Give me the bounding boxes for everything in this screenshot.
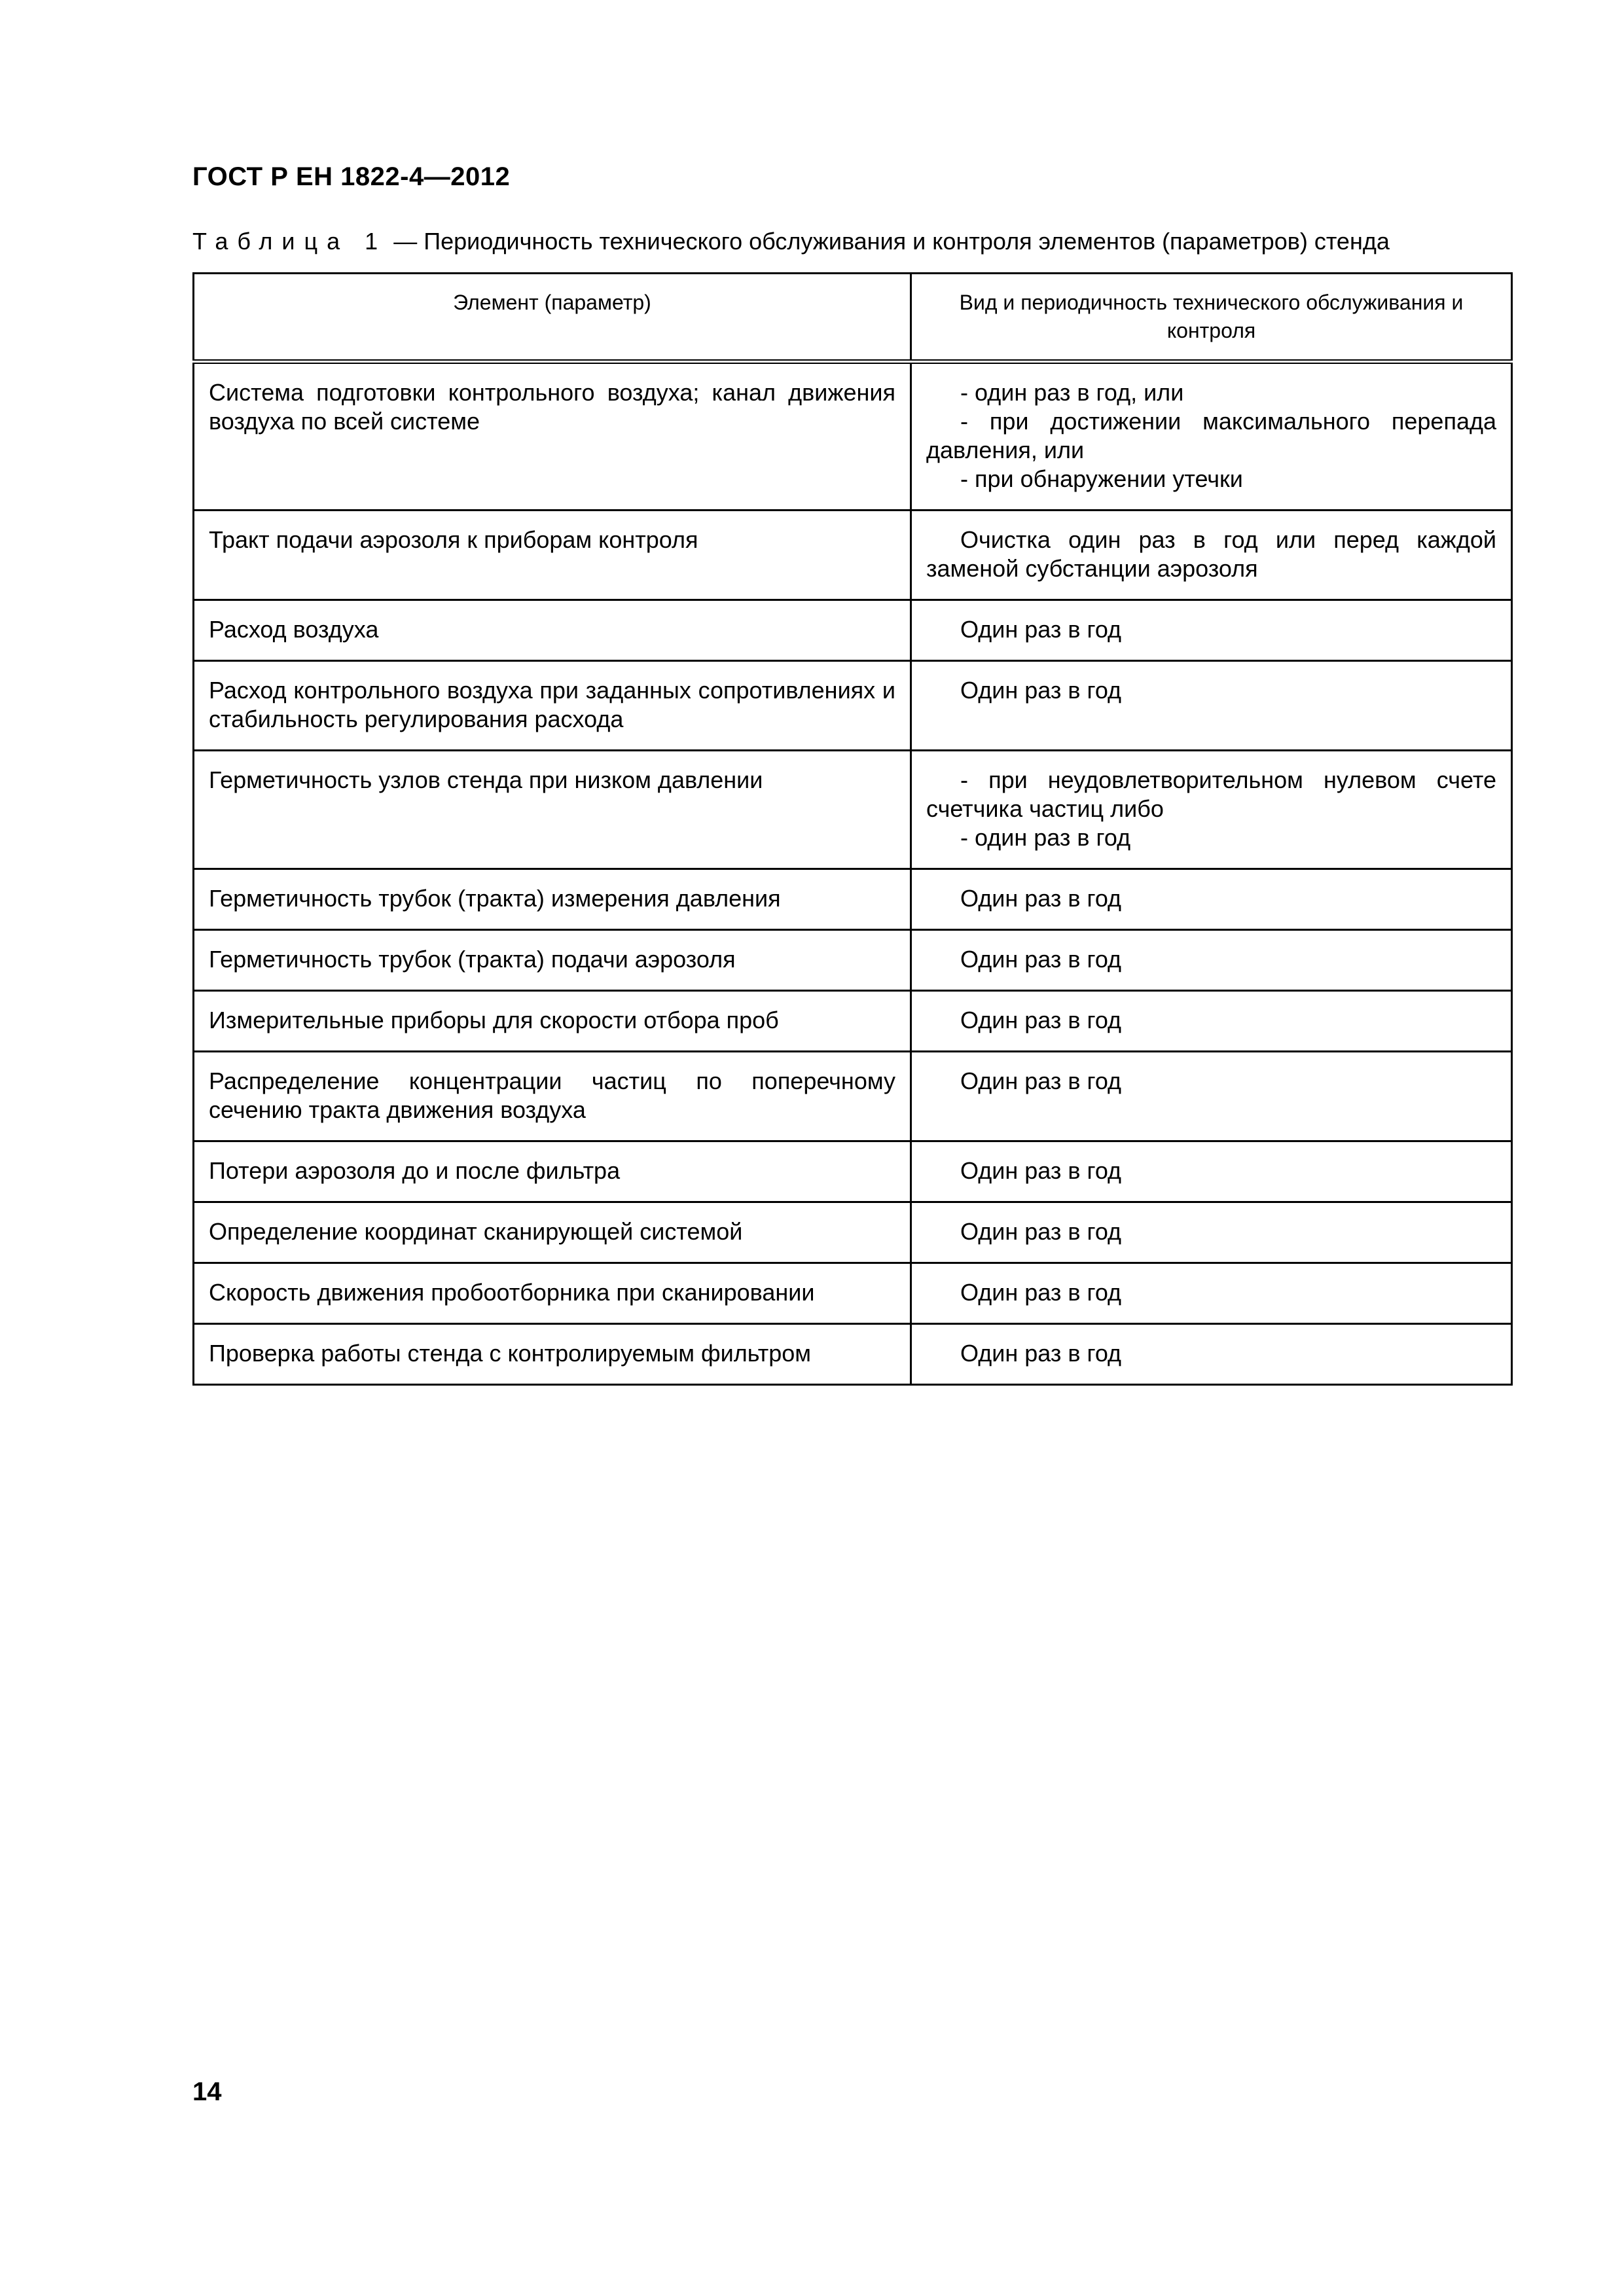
periodicity-cell — [911, 930, 1512, 991]
maintenance-table — [192, 272, 1513, 1386]
element-cell: Расход контрольного воздуха при заданных сопротивлениях и стабильность регулирования расхода — [194, 661, 911, 751]
periodicity-line: Один раз в год — [960, 616, 1122, 643]
periodicity-line: Один раз в год — [960, 946, 1122, 973]
table-row — [194, 1324, 1512, 1385]
element-cell: Скорость движения пробоотборника при сканировании — [194, 1263, 911, 1324]
periodicity-line: Один раз в год — [960, 1218, 1122, 1245]
table-header — [194, 274, 1512, 362]
table-row — [194, 930, 1512, 991]
periodicity-line: Один раз в год — [960, 1157, 1122, 1184]
periodicity-line: - при обнаружении утечки — [960, 465, 1243, 492]
element-cell: Герметичность трубок (тракта) подачи аэрозоля — [194, 930, 911, 991]
periodicity-line: Очистка один раз в год или перед каждой заменой субстанции аэрозоля — [926, 526, 1496, 582]
table-row — [194, 1141, 1512, 1202]
table-caption — [192, 228, 1390, 255]
table-row — [194, 991, 1512, 1052]
table-row — [194, 661, 1512, 751]
periodicity-cell — [911, 1202, 1512, 1263]
periodicity-line: Один раз в год — [960, 1279, 1122, 1306]
table-caption-label: Таблица 1 — [192, 228, 388, 255]
periodicity-cell — [911, 991, 1512, 1052]
table-row — [194, 511, 1512, 600]
element-cell: Потери аэрозоля до и после фильтра — [194, 1141, 911, 1202]
periodicity-line: - при неудовлетворительном нулевом счете счетчика частиц либо — [926, 766, 1496, 822]
element-cell: Тракт подачи аэрозоля к приборам контроля — [194, 511, 911, 600]
periodicity-line: - один раз в год — [960, 824, 1131, 851]
element-cell: Герметичность трубок (тракта) измерения давления — [194, 869, 911, 930]
column-header-element: Элемент (параметр) — [194, 274, 911, 362]
element-cell: Измерительные приборы для скорости отбора проб — [194, 991, 911, 1052]
element-cell: Герметичность узлов стенда при низком давлении — [194, 751, 911, 869]
periodicity-line: Один раз в год — [960, 1340, 1122, 1367]
periodicity-cell — [911, 751, 1512, 869]
element-cell: Система подготовки контрольного воздуха; канал движения воздуха по всей системе — [194, 362, 911, 511]
periodicity-line: Один раз в год — [960, 677, 1122, 704]
document-code: ГОСТ Р ЕН 1822-4—2012 — [192, 162, 511, 191]
periodicity-cell — [911, 600, 1512, 661]
element-cell: Определение координат сканирующей системой — [194, 1202, 911, 1263]
periodicity-line: Один раз в год — [960, 1067, 1122, 1094]
periodicity-line: Один раз в год — [960, 1007, 1122, 1033]
periodicity-line: Один раз в год — [960, 885, 1122, 912]
periodicity-cell — [911, 1324, 1512, 1385]
periodicity-cell — [911, 1052, 1512, 1141]
table-caption-text: — Периодичность технического обслуживания и контроля элементов (параметров) стенда — [393, 228, 1390, 255]
periodicity-cell — [911, 362, 1512, 511]
table-row — [194, 1202, 1512, 1263]
element-cell: Проверка работы стенда с контролируемым фильтром — [194, 1324, 911, 1385]
table-row — [194, 362, 1512, 511]
table-row — [194, 869, 1512, 930]
table-row — [194, 1052, 1512, 1141]
table-row — [194, 600, 1512, 661]
table-header-row — [194, 274, 1512, 362]
periodicity-cell — [911, 661, 1512, 751]
element-cell: Распределение концентрации частиц по поперечному сечению тракта движения воздуха — [194, 1052, 911, 1141]
periodicity-line: - при достижении максимального перепада давления, или — [926, 408, 1496, 463]
page-number: 14 — [192, 2077, 222, 2106]
element-cell: Расход воздуха — [194, 600, 911, 661]
periodicity-cell — [911, 511, 1512, 600]
table-row — [194, 751, 1512, 869]
periodicity-cell — [911, 1141, 1512, 1202]
table-row — [194, 1263, 1512, 1324]
table-body — [194, 362, 1512, 1385]
periodicity-cell — [911, 1263, 1512, 1324]
column-header-periodicity: Вид и периодичность технического обслуживания и контроля — [911, 274, 1512, 362]
periodicity-line: - один раз в год, или — [960, 379, 1184, 406]
periodicity-cell — [911, 869, 1512, 930]
